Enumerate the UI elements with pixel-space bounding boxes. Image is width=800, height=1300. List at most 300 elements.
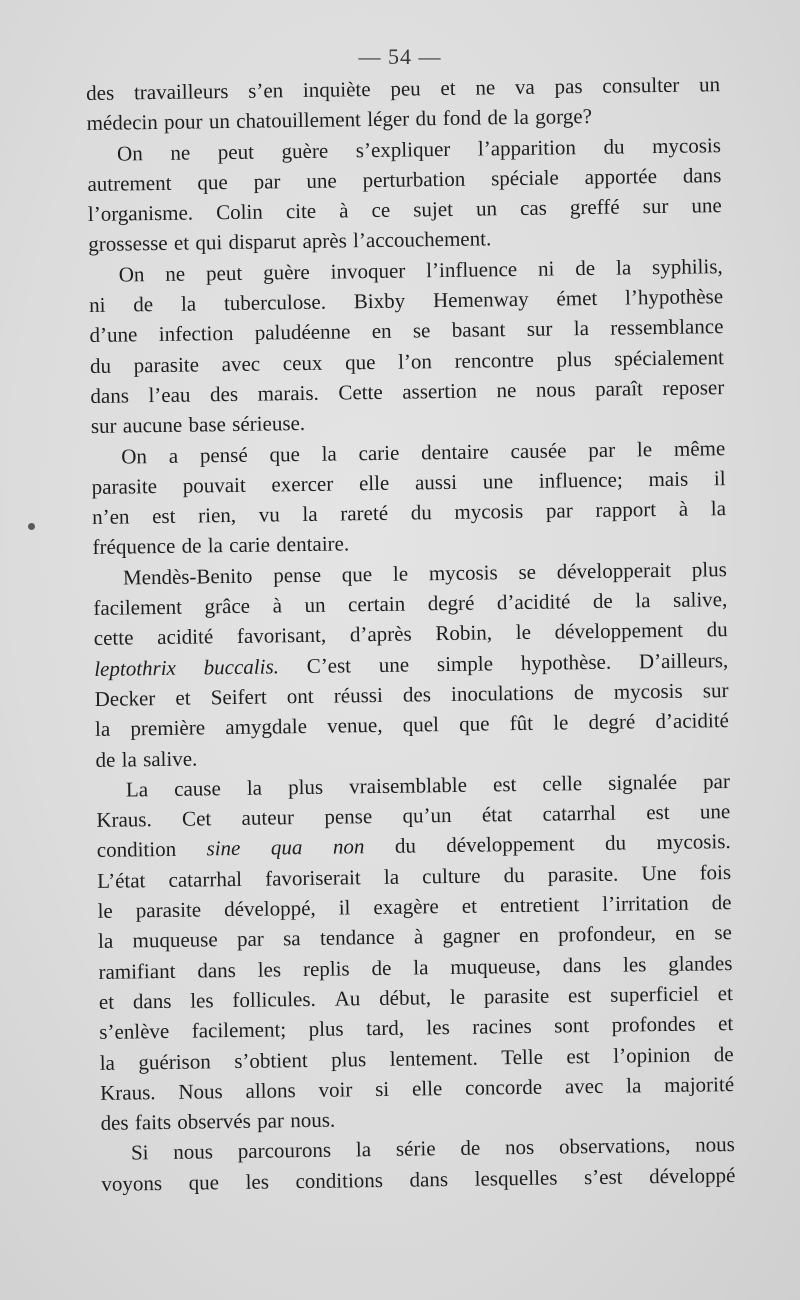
word: non — [332, 834, 365, 860]
word: observations, — [558, 1133, 671, 1159]
word: dans — [682, 163, 722, 188]
word: gagner — [442, 923, 500, 949]
word: et — [175, 685, 191, 710]
word: favorisant, — [236, 623, 327, 649]
word: du — [394, 833, 417, 859]
word: observés — [177, 1108, 251, 1134]
word: cas — [519, 195, 548, 221]
word: la — [615, 255, 632, 280]
word: le — [515, 620, 532, 645]
word: profondeur, — [558, 921, 657, 947]
word: médecin — [86, 110, 158, 136]
word: Si — [130, 1140, 149, 1165]
word: degré — [588, 709, 636, 735]
word: C’est — [306, 652, 352, 678]
word: d’après — [349, 621, 412, 647]
word: sur — [642, 194, 669, 219]
word: syphilis, — [651, 253, 723, 279]
word: entretient — [499, 892, 580, 918]
word: On — [118, 261, 145, 287]
word: voyons — [101, 1170, 163, 1196]
word: ne — [170, 140, 191, 165]
word: allons — [245, 1077, 296, 1103]
word: sa — [282, 926, 301, 951]
word: exagère — [373, 894, 439, 920]
word: dentaire — [420, 438, 489, 464]
word: pense — [273, 562, 322, 588]
word: de — [711, 890, 732, 915]
word: les — [426, 1015, 450, 1040]
word: la — [246, 775, 263, 800]
print-speck — [28, 523, 35, 530]
word: que — [458, 711, 490, 737]
word: paludéenne — [254, 319, 351, 346]
word: ne — [475, 75, 496, 100]
word: signalée — [608, 769, 678, 795]
word: infection — [158, 321, 234, 347]
word: voir — [318, 1077, 353, 1102]
word: nous — [173, 1139, 214, 1165]
word: muqueuse — [132, 927, 218, 953]
word: pour — [163, 109, 203, 135]
word: de — [133, 292, 154, 317]
word: et — [717, 1011, 734, 1036]
word: influence; — [538, 467, 623, 493]
word: se — [518, 559, 537, 584]
word: une — [691, 193, 722, 218]
word: le — [449, 984, 466, 1009]
word: aucune — [122, 412, 183, 438]
word: greffé — [569, 194, 620, 220]
word: des — [209, 381, 239, 407]
word: de — [592, 588, 613, 614]
word: tendance — [319, 925, 395, 951]
word: follicules. — [232, 986, 316, 1012]
word: majorité — [663, 1071, 735, 1097]
word: que — [344, 349, 376, 375]
word: salive. — [142, 746, 198, 771]
word: l’apparition — [477, 134, 577, 161]
word: la — [321, 441, 337, 466]
word: a — [168, 443, 179, 468]
word: nos — [504, 1135, 535, 1160]
word: auteur — [241, 805, 295, 831]
word: carie — [229, 532, 271, 558]
word: l’organisme. — [87, 200, 194, 227]
word: la — [383, 864, 400, 889]
word: fois — [699, 859, 732, 885]
word: dentaire. — [276, 531, 350, 557]
word: elle — [411, 1075, 443, 1101]
word: consulter — [602, 72, 680, 98]
word: On — [116, 140, 143, 166]
word: La — [125, 777, 149, 802]
word: dans — [562, 952, 602, 978]
word: tuberculose. — [223, 289, 327, 316]
word: du — [706, 617, 728, 642]
word: d’acidité — [496, 589, 571, 615]
word: des — [100, 1110, 129, 1135]
word: acidité — [157, 624, 214, 650]
word: parasite. — [547, 861, 619, 887]
word: le — [636, 436, 653, 461]
word: L’état — [97, 867, 146, 893]
word: aussi — [414, 469, 458, 495]
word: reposer — [662, 375, 725, 400]
word: Colin — [215, 199, 263, 225]
word: par — [545, 498, 573, 523]
word: chatouillement — [235, 107, 362, 134]
word: le — [553, 710, 569, 735]
word: après — [302, 228, 347, 254]
word: du — [89, 353, 112, 378]
word: inoculations — [450, 680, 554, 706]
word: qui — [195, 230, 223, 255]
word: est — [566, 1043, 590, 1068]
word: culture — [422, 863, 481, 889]
word: vu — [258, 502, 280, 527]
word: se — [412, 318, 431, 343]
word: du — [503, 862, 525, 887]
word: la — [513, 105, 530, 130]
word: assertion — [402, 378, 478, 404]
word: dans — [409, 1166, 449, 1192]
word: est — [567, 982, 592, 1008]
word: l’eau — [148, 382, 191, 408]
word: s’enlève — [99, 1019, 170, 1045]
word: ont — [286, 683, 314, 709]
word: nous. — [290, 1107, 336, 1133]
word: plus — [691, 556, 727, 582]
word: paraît — [594, 376, 644, 401]
word: facilement — [93, 594, 183, 620]
word: salive, — [672, 587, 728, 612]
word: cause — [173, 776, 221, 801]
word: de — [575, 255, 596, 280]
word: de — [573, 679, 594, 705]
word: avec — [221, 351, 261, 376]
word: la — [302, 501, 318, 527]
word: du — [604, 830, 627, 856]
word: et — [717, 980, 733, 1006]
word: peu — [390, 76, 421, 101]
word: apportée — [584, 163, 658, 189]
word: par — [253, 169, 281, 194]
word: dans — [197, 957, 237, 983]
word: sérieuse. — [232, 411, 306, 437]
word: un — [475, 196, 498, 221]
word: par — [702, 768, 731, 794]
word: catarrhal — [542, 800, 617, 826]
word: rapport — [595, 497, 657, 523]
word: et — [440, 75, 456, 101]
word: travailleurs — [133, 79, 229, 105]
word: marais. — [257, 380, 319, 406]
word: à — [272, 593, 283, 618]
word: exercer — [271, 471, 334, 497]
word: s’en — [248, 78, 284, 103]
word: simple — [436, 651, 494, 676]
word: le — [392, 561, 409, 586]
word: la — [97, 929, 114, 954]
word: ressemblance — [610, 314, 724, 341]
word: Kraus. — [100, 1079, 156, 1105]
word: des — [402, 682, 432, 707]
word: nous — [535, 377, 576, 402]
word: rareté — [340, 500, 389, 526]
word: s’est — [583, 1164, 623, 1189]
word: à — [339, 198, 349, 223]
word: Mendès-Benito — [122, 563, 253, 590]
word: l’accouchement. — [352, 226, 492, 253]
word: du — [410, 500, 432, 525]
word: que — [197, 169, 228, 195]
word: la — [355, 1137, 372, 1162]
word: Cette — [338, 379, 383, 405]
word: des — [86, 80, 115, 105]
word: la — [625, 1073, 642, 1098]
word: sur — [526, 316, 553, 342]
word: Decker — [94, 686, 156, 711]
word: Telle — [501, 1044, 544, 1069]
word: conditions — [295, 1167, 384, 1193]
word: ramifiant — [98, 958, 176, 984]
word: le — [97, 898, 113, 923]
word: parasite — [135, 897, 202, 923]
word: Kraus. — [96, 807, 152, 833]
word: lesquelles — [474, 1165, 558, 1191]
word: état — [481, 802, 513, 827]
word: que — [269, 441, 300, 467]
word: degré — [427, 590, 475, 616]
word: l’influence — [426, 256, 518, 283]
word: la — [573, 316, 590, 341]
word: un — [698, 72, 721, 97]
word: inquiète — [302, 77, 371, 102]
word: glandes — [668, 950, 733, 976]
word: d’acidité — [655, 708, 730, 734]
word: causée — [510, 437, 567, 463]
word: les — [245, 1169, 270, 1194]
word: Bixby — [353, 288, 406, 314]
word: avec — [564, 1073, 604, 1099]
word: parasite — [483, 983, 550, 1009]
word: que — [341, 561, 373, 587]
word: plus — [331, 1046, 367, 1072]
word: de — [95, 747, 116, 772]
word: ni — [89, 292, 106, 318]
word: invoquer — [330, 258, 406, 284]
word: de — [460, 1135, 481, 1161]
word: si — [374, 1076, 390, 1101]
word: de — [487, 105, 508, 130]
word: Seifert — [210, 684, 267, 710]
word: la — [635, 588, 651, 613]
word: nous — [695, 1132, 736, 1157]
word: amygdale — [225, 714, 308, 740]
word: faits — [134, 1110, 172, 1135]
word: ceux — [282, 350, 323, 375]
word: spécialement — [614, 344, 725, 371]
word: condition — [96, 837, 177, 863]
word: grâce — [204, 593, 251, 619]
word: sur — [702, 678, 729, 703]
word: gorge? — [534, 104, 593, 130]
word: mycosis — [454, 499, 524, 525]
word: Hemenway — [432, 286, 529, 313]
word: développement — [446, 831, 575, 858]
word: sur — [90, 413, 117, 439]
word: pensé — [199, 442, 248, 468]
word: guérison — [138, 1048, 211, 1074]
word: vraisemblable — [349, 772, 468, 799]
word: replis — [302, 956, 350, 981]
word: cite — [285, 198, 317, 224]
word: muqueuse, — [450, 953, 541, 979]
word: dans — [90, 383, 130, 408]
word: une — [699, 799, 731, 824]
word: pas — [554, 74, 583, 99]
word: la — [207, 533, 224, 558]
word: une — [378, 652, 410, 677]
word: basant — [451, 317, 506, 343]
word: tard, — [365, 1015, 405, 1041]
word: fréquence — [92, 534, 176, 560]
word: disparut — [228, 229, 297, 255]
word: l’irritation — [602, 890, 689, 916]
word: réussi — [333, 682, 383, 708]
word: celle — [542, 770, 583, 796]
word: de — [371, 955, 392, 980]
word: pouvait — [182, 472, 246, 498]
word: ce — [371, 197, 391, 223]
word: mycosis. — [656, 829, 731, 855]
word: de — [713, 1041, 734, 1066]
word: est — [646, 800, 670, 825]
word: du — [415, 106, 437, 131]
word: une — [306, 168, 337, 193]
word: cette — [93, 625, 134, 651]
word: à — [678, 496, 689, 521]
word: un — [208, 109, 231, 134]
word: concorde — [464, 1074, 543, 1100]
word: peut — [205, 260, 243, 286]
word: sont — [553, 1013, 590, 1038]
word: et — [461, 893, 478, 918]
word: mycosis — [613, 678, 683, 704]
word: la — [94, 716, 111, 742]
word: superficiel — [610, 981, 699, 1007]
word: sujet — [413, 197, 454, 222]
word: développement — [554, 618, 684, 644]
word: guère — [262, 259, 310, 285]
word: ni — [537, 256, 555, 281]
word: hypothèse. — [520, 649, 612, 675]
word: série — [395, 1136, 436, 1162]
word: léger — [367, 106, 410, 132]
word: parcourons — [237, 1138, 332, 1164]
word: guère — [281, 138, 329, 163]
word: parasite — [133, 352, 200, 378]
word: quel — [402, 712, 440, 737]
word: leptothrix — [94, 655, 177, 681]
word: Cet — [181, 806, 212, 831]
word: par — [236, 926, 265, 952]
word: il — [713, 465, 726, 491]
word: les — [622, 951, 647, 977]
word: plus — [556, 346, 592, 372]
word: buccalis. — [203, 654, 280, 680]
word: s’obtient — [234, 1047, 308, 1073]
word: que — [188, 1169, 220, 1195]
word: Robin, — [435, 620, 493, 646]
word: Une — [641, 860, 677, 886]
word: mycosis — [651, 132, 722, 158]
word: spéciale — [490, 165, 559, 191]
word: et — [98, 989, 115, 1014]
word: venue, — [326, 713, 383, 738]
word: qua — [270, 835, 303, 860]
word: n’en — [91, 504, 130, 530]
word: va — [514, 74, 535, 100]
word: du — [603, 134, 625, 159]
word: elle — [358, 470, 390, 496]
word: plus — [308, 1016, 344, 1042]
word: développé — [648, 1162, 736, 1188]
word: lentement. — [389, 1045, 478, 1071]
word: dans — [132, 988, 172, 1014]
word: émet — [556, 285, 598, 311]
word: en — [518, 923, 540, 948]
word: la — [121, 746, 137, 772]
word: autrement — [87, 170, 172, 196]
word: se — [714, 920, 733, 945]
word: et — [173, 231, 190, 256]
word: les — [257, 956, 282, 982]
word: la — [710, 496, 727, 521]
word: par — [256, 1108, 285, 1133]
word: développerait — [556, 557, 672, 584]
word: par — [588, 437, 616, 462]
word: est — [492, 771, 517, 797]
word: grossesse — [88, 231, 168, 257]
word: la — [180, 291, 197, 316]
body-text — [86, 69, 736, 1199]
word: la — [413, 954, 429, 980]
word: il — [338, 895, 351, 920]
word: mycosis — [428, 560, 498, 586]
word: plus — [287, 774, 324, 800]
word: perturbation — [362, 166, 466, 193]
word: fût — [509, 711, 534, 736]
word: mais — [648, 466, 689, 492]
word: début, — [378, 985, 432, 1010]
page-number: — 54 — — [358, 44, 442, 69]
word: rien, — [197, 503, 237, 528]
word: catarrhal — [168, 866, 243, 892]
word: facilement; — [191, 1017, 287, 1043]
word: l’on — [397, 348, 433, 374]
word: d’une — [89, 322, 138, 348]
word: l’hypothèse — [624, 284, 724, 310]
word: rencontre — [454, 347, 535, 373]
word: développé, — [223, 895, 316, 922]
word: profondes — [611, 1011, 696, 1037]
word: qu’un — [402, 803, 452, 828]
word: l’opinion — [613, 1042, 691, 1068]
word: ne — [496, 377, 517, 403]
word: carie — [358, 440, 400, 465]
